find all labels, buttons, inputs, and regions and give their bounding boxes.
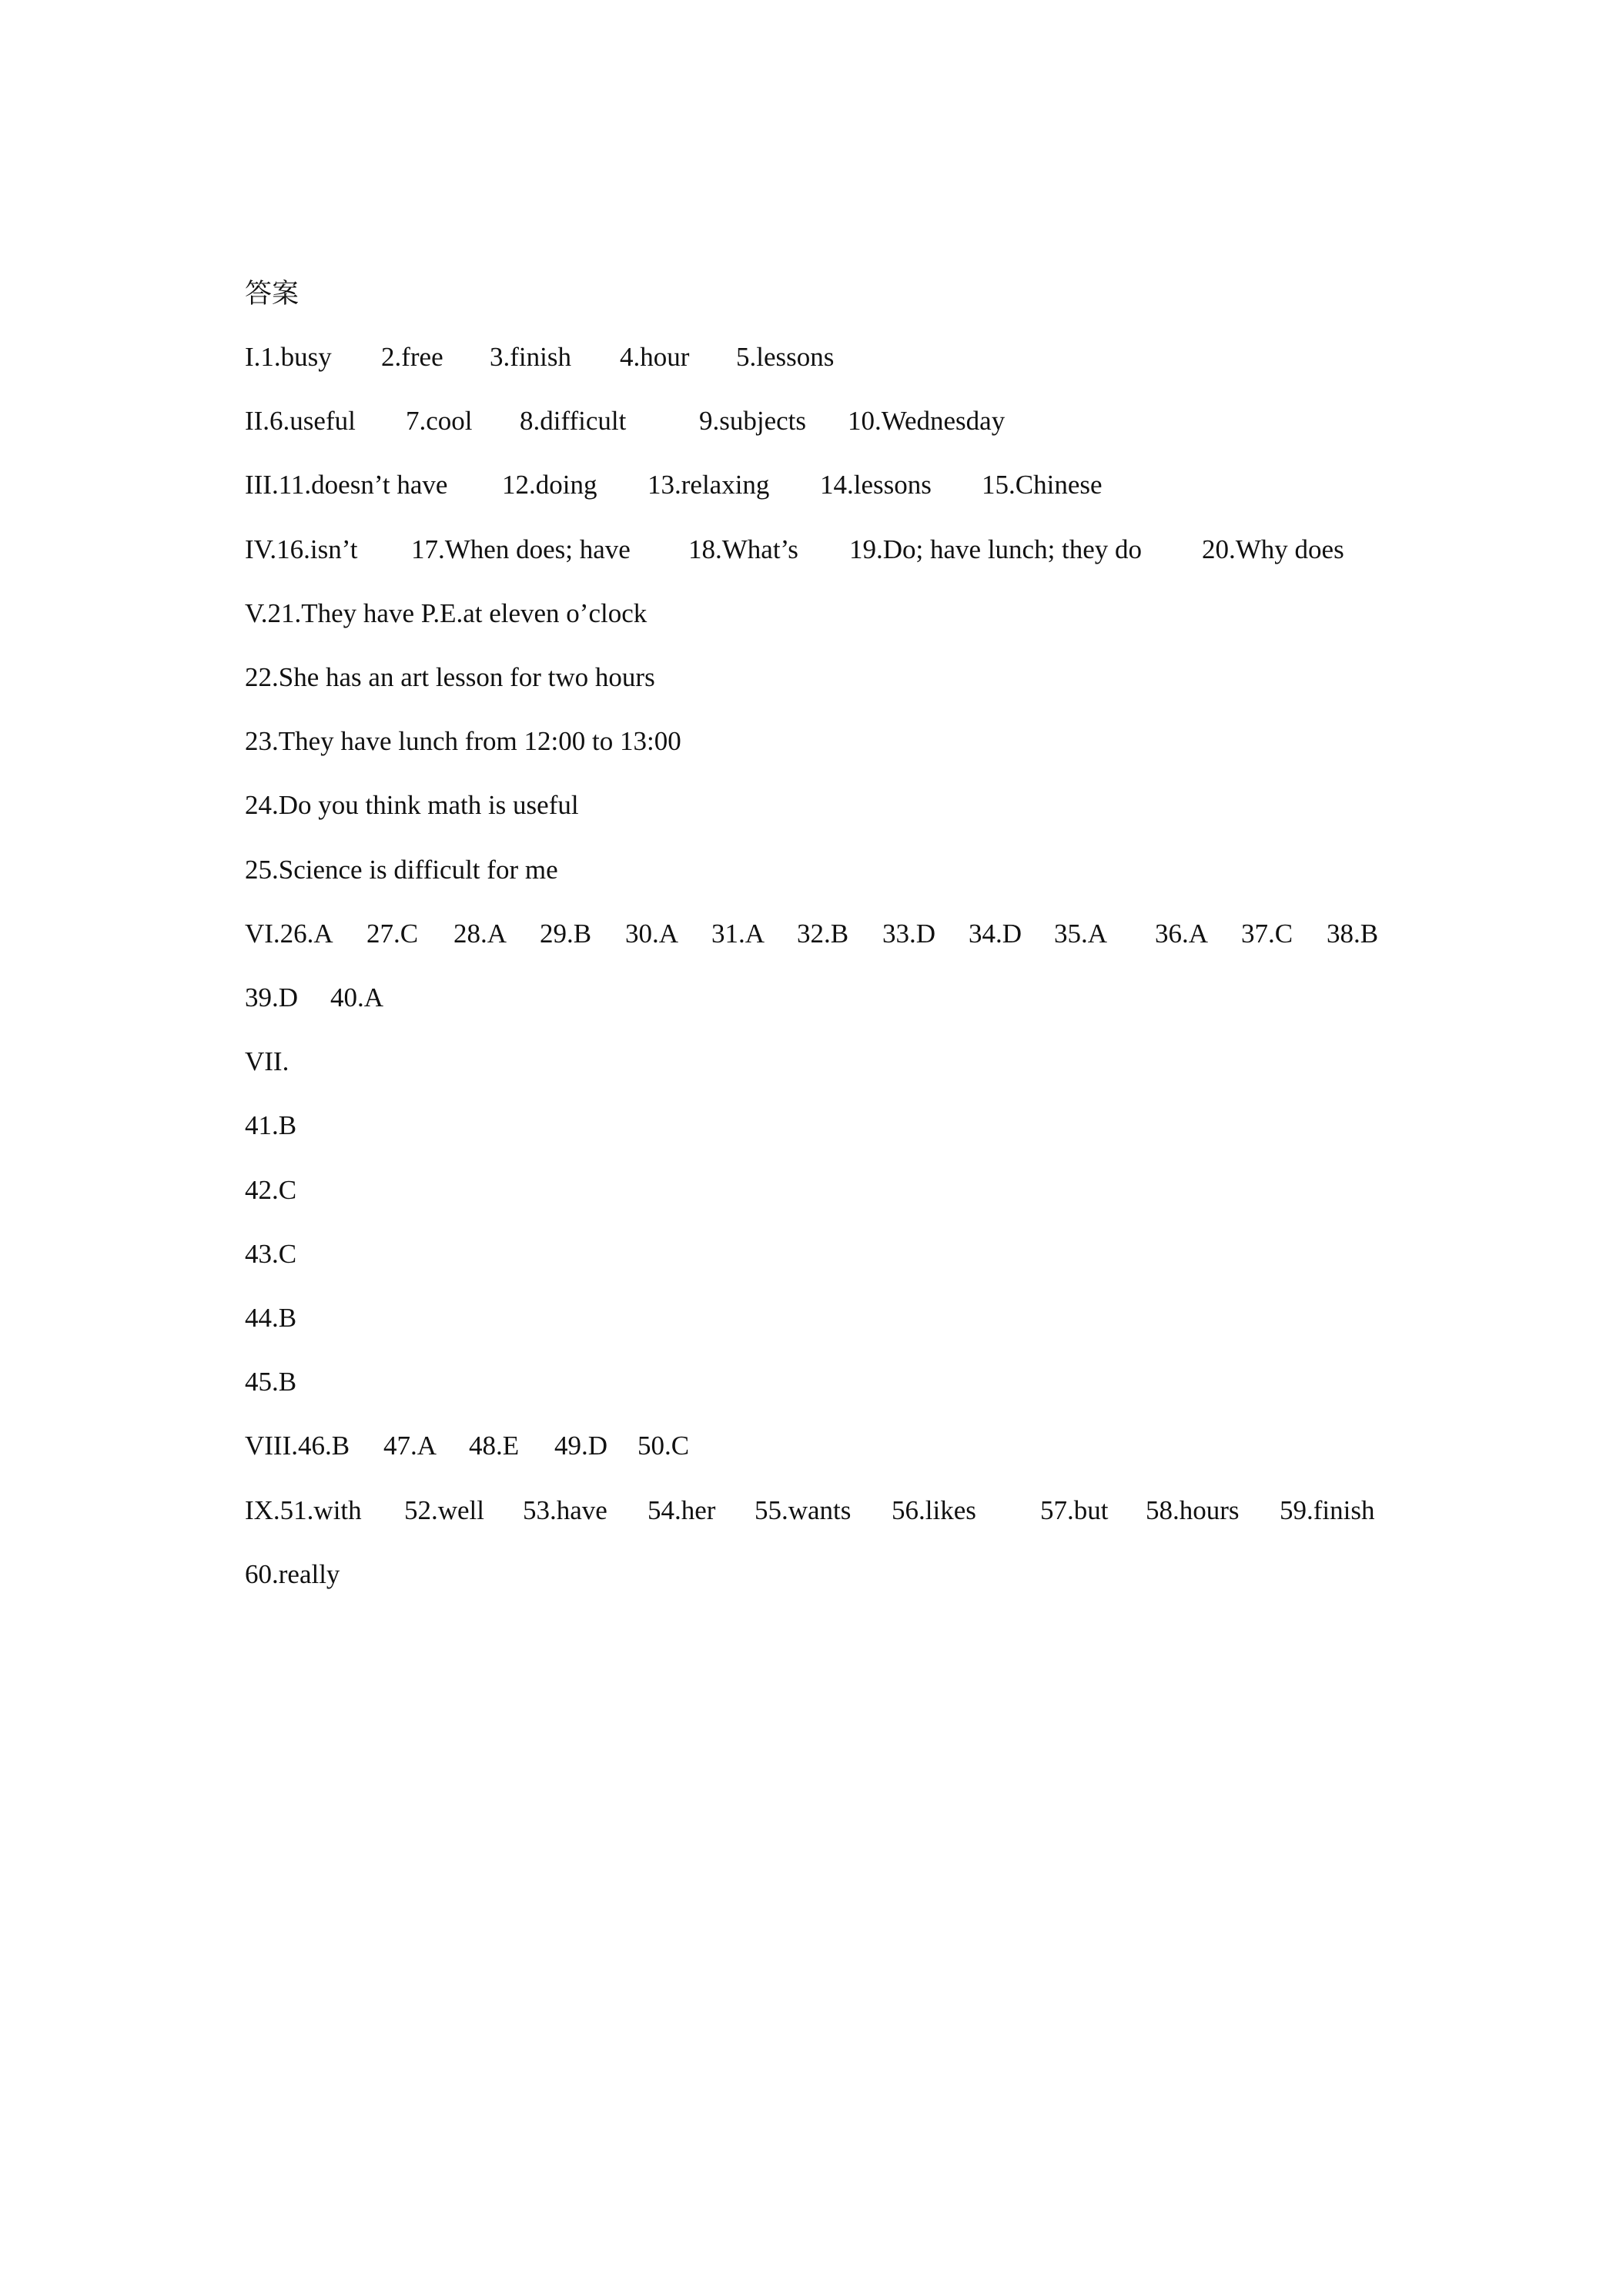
answer-item: 19.Do; have lunch; they do bbox=[849, 534, 1143, 564]
answer-item: 33.D bbox=[882, 919, 936, 949]
answer-item: 3.finish bbox=[490, 342, 571, 372]
answer-item: 43.C bbox=[245, 1239, 297, 1269]
answer-item: 4.hour bbox=[620, 342, 690, 372]
answer-item: 27.C bbox=[366, 919, 419, 949]
answer-item: 55.wants bbox=[755, 1495, 852, 1525]
answer-item: 54.her bbox=[648, 1495, 716, 1525]
answer-item: 22.She has an art lesson for two hours bbox=[245, 662, 655, 692]
answer-item: IX.51.with bbox=[245, 1495, 362, 1525]
answer-item: 37.C bbox=[1241, 919, 1293, 949]
answer-item: IV.16.isn’t bbox=[245, 534, 358, 564]
answer-item: 40.A bbox=[330, 982, 384, 1012]
answer-item: 2.free bbox=[381, 342, 443, 372]
answer-item: 60.really bbox=[245, 1559, 340, 1589]
answer-item: 49.D bbox=[554, 1431, 608, 1461]
answer-item: 23.They have lunch from 12:00 to 13:00 bbox=[245, 726, 681, 756]
answer-item: VII. bbox=[245, 1046, 289, 1076]
answer-item: 48.E bbox=[469, 1431, 520, 1461]
answer-item: 44.B bbox=[245, 1303, 297, 1333]
answer-item: 31.A bbox=[711, 919, 765, 949]
answer-item: 39.D bbox=[245, 982, 299, 1012]
answer-item: VI.26.A bbox=[245, 919, 333, 949]
answer-item: I.1.busy bbox=[245, 342, 332, 372]
answer-item: 36.A bbox=[1155, 919, 1209, 949]
answer-item: V.21.They have P.E.at eleven o’clock bbox=[245, 598, 648, 628]
answer-item: 14.lessons bbox=[820, 470, 932, 500]
answer-item: 29.B bbox=[540, 919, 592, 949]
answer-item: III.11.doesn’t have bbox=[245, 470, 448, 500]
answer-item: 58.hours bbox=[1146, 1495, 1240, 1525]
answer-item: 35.A bbox=[1054, 919, 1108, 949]
answer-item: 57.but bbox=[1040, 1495, 1109, 1525]
answer-item: 32.B bbox=[797, 919, 849, 949]
answer-item: 18.What’s bbox=[688, 534, 798, 564]
answer-item: 5.lessons bbox=[736, 342, 835, 372]
answer-item: 52.well bbox=[404, 1495, 485, 1525]
answer-item: 13.relaxing bbox=[648, 470, 770, 500]
answer-item: 30.A bbox=[625, 919, 679, 949]
answer-item: 59.finish bbox=[1280, 1495, 1375, 1525]
answer-item: 50.C bbox=[637, 1431, 690, 1461]
answer-item: 10.Wednesday bbox=[848, 406, 1006, 436]
answer-item: 34.D bbox=[969, 919, 1022, 949]
answer-item: 12.doing bbox=[502, 470, 597, 500]
answer-item: 28.A bbox=[453, 919, 507, 949]
answer-item: 15.Chinese bbox=[982, 470, 1103, 500]
answer-item: 53.have bbox=[523, 1495, 607, 1525]
answer-item: 45.B bbox=[245, 1367, 297, 1397]
answer-item: 8.difficult bbox=[520, 406, 627, 436]
answer-item: 20.Why does bbox=[1202, 534, 1344, 564]
answer-item: 25.Science is difficult for me bbox=[245, 855, 558, 885]
answer-item: 42.C bbox=[245, 1175, 297, 1205]
answer-item: II.6.useful bbox=[245, 406, 356, 436]
answer-item: 56.likes bbox=[892, 1495, 976, 1525]
answer-item: 41.B bbox=[245, 1110, 297, 1140]
answer-item: 24.Do you think math is useful bbox=[245, 790, 579, 820]
answer-item: 9.subjects bbox=[699, 406, 807, 436]
answer-heading: 答案 bbox=[245, 279, 300, 310]
answer-item: 38.B bbox=[1327, 919, 1379, 949]
answer-item: 7.cool bbox=[406, 406, 473, 436]
answer-item: VIII.46.B bbox=[245, 1431, 350, 1461]
answer-item: 47.A bbox=[383, 1431, 437, 1461]
answer-item: 17.When does; have bbox=[411, 534, 631, 564]
